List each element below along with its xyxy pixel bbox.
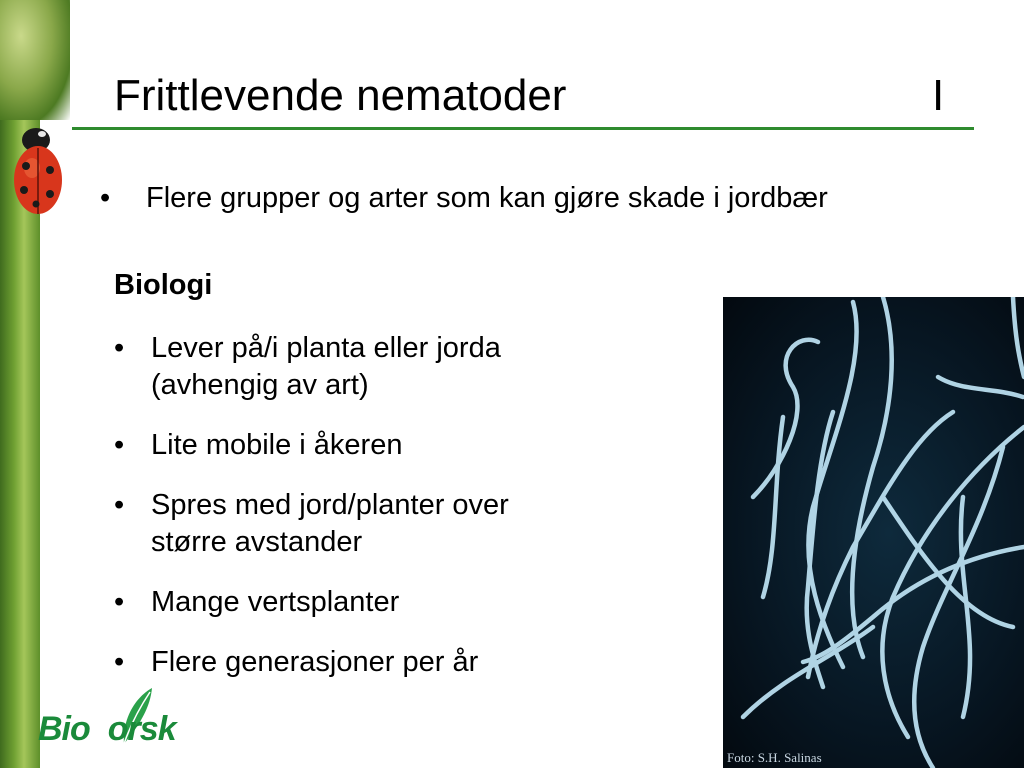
bullet-marker: • bbox=[114, 332, 125, 364]
logo-text-part2: orsk bbox=[107, 710, 176, 748]
bullet-marker: • bbox=[100, 182, 111, 214]
list-item-text: Flere generasjoner per år bbox=[151, 646, 479, 678]
bullet-marker: • bbox=[114, 646, 125, 678]
bullet-marker: • bbox=[114, 489, 125, 521]
list-item bbox=[114, 330, 634, 404]
list-item-text: Mange vertsplanter bbox=[151, 586, 400, 618]
bullet-marker: • bbox=[114, 586, 125, 618]
list-item-text-continued: større avstander bbox=[151, 526, 363, 558]
section-heading: Biologi bbox=[114, 269, 213, 301]
nematode-image bbox=[723, 297, 1024, 768]
nematode-photo bbox=[723, 297, 1024, 768]
logo-text-part1: Bio bbox=[38, 710, 90, 748]
list-item-text: Spres med jord/planter over bbox=[151, 489, 509, 521]
list-item bbox=[114, 487, 634, 561]
bioforsk-logo bbox=[38, 686, 198, 756]
logo-wordmark bbox=[38, 710, 176, 749]
list-item bbox=[114, 644, 634, 681]
list-item-text: Lite mobile i åkeren bbox=[151, 429, 403, 461]
list-item bbox=[114, 427, 634, 464]
list-item-text: Lever på/i planta eller jorda bbox=[151, 332, 501, 364]
photo-credit: Foto: S.H. Salinas bbox=[727, 750, 822, 765]
plant-leaf-decoration bbox=[0, 0, 70, 120]
slide-title-suffix: I bbox=[932, 71, 945, 120]
list-item-text-continued: (avhengig av art) bbox=[151, 369, 369, 401]
slide-title: Frittlevende nematoder bbox=[114, 71, 567, 120]
bullet-marker: • bbox=[114, 429, 125, 461]
title-divider bbox=[72, 127, 974, 130]
list-item bbox=[114, 584, 634, 621]
lead-bullet bbox=[100, 180, 828, 216]
bullet-list bbox=[114, 330, 634, 704]
ladybug-icon bbox=[6, 118, 66, 218]
lead-bullet-text: Flere grupper og arter som kan gjøre skade i jordbær bbox=[146, 182, 828, 214]
